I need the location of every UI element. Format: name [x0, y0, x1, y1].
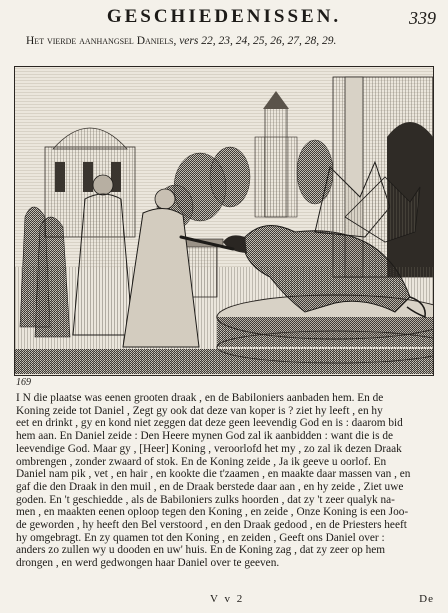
subtitle-verses: vers 22, 23, 24, 25, 26, 27, 28, 29. — [179, 35, 337, 47]
body-line: men , en maakten eenen oploop tegen den Koning , en zeide , Onze Koning is een Joo- — [16, 506, 409, 519]
catchword: De — [419, 593, 434, 605]
body-line: goden. En 't geschiedde , als de Babiloniers zulks hoorden , dat zy 't zeer qualyk na- — [16, 493, 395, 506]
body-line: de geworden , hy heeft den Bel verstoord , en den Draak gedood , en de Priesters heeft — [16, 519, 407, 532]
signature-mark: V v 2 — [210, 593, 245, 605]
body-line: gaf die den Draak in den muil , en de Draak berstede daar aan , en hy zeide , Ziet uwe — [16, 480, 404, 493]
body-line: hy omgebragt. En zy quamen tot den Koning , en zeiden , Geeft ons Daniel over : — [16, 531, 385, 544]
page-number: 339 — [409, 8, 436, 28]
body-line: anders zo zullen wy u dooden en uw' huis. En de Koning zag , dat zy zeer op hem — [16, 544, 386, 557]
running-title: GESCHIEDENISSEN. — [106, 6, 342, 27]
body-line: Daniel nam pik , vet , en hair , en kookte die t'zaamen , en maakte daar massen van , en — [16, 468, 411, 481]
subtitle-book-name: Het vierde aanhangsel Daniels, — [26, 35, 177, 47]
engraving-scene — [15, 67, 433, 374]
body-line: hem aan. En Daniel zeide : Den Heere mynen God zal ik aanbidden : want die is de — [16, 430, 394, 443]
body-line: Koning zeide tot Daniel , Zegt gy ook dat deze van koper is ? ziet hy leeft , en hy — [16, 404, 383, 417]
foreground-shadow — [15, 349, 433, 374]
body-text — [16, 392, 428, 570]
body-line: I N die plaatse was eenen grooten draak , en de Babiloniers aanbaden hem. En de — [16, 392, 384, 404]
body-line: ombrengen , zonder zwaard of stok. En de Koning zeide , Ja ik geeve u oorlof. En — [16, 455, 387, 468]
body-line: eet en drinkt , gy en kond niet zeggen dat deze geen leevendig God en is : daarom bid — [16, 417, 403, 430]
crowd — [20, 207, 70, 337]
engraving-illustration — [14, 66, 434, 376]
plate-number: 169 — [16, 377, 31, 388]
chapter-subtitle — [26, 35, 436, 47]
body-line: leevendige God. Maar gy , [Heer] Koning , veroorlofd het my , zo zal ik dezen Draak — [16, 442, 402, 455]
body-line: drongen , en werd gedwongen haar Daniel over te geeven. — [16, 557, 280, 570]
